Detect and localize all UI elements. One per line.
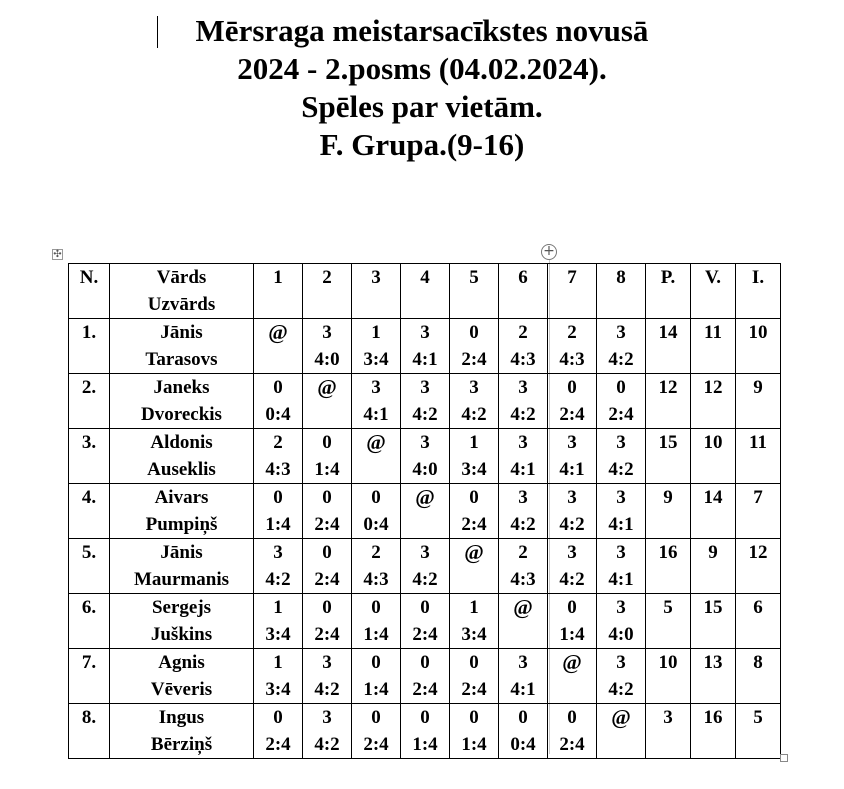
column-insert-plus-icon[interactable]: +: [541, 244, 557, 260]
result-cell[interactable]: 0 1:4: [352, 649, 401, 704]
result-cell[interactable]: 3 4:2: [597, 319, 646, 374]
row-number[interactable]: 3.: [69, 429, 110, 484]
header-i[interactable]: I.: [736, 264, 781, 319]
i-cell[interactable]: 11: [736, 429, 781, 484]
result-cell[interactable]: 3 4:1: [499, 649, 548, 704]
table-row: [69, 374, 781, 429]
table-row: [69, 484, 781, 539]
result-cell[interactable]: @: [597, 704, 646, 759]
result-cell[interactable]: 0 0:4: [254, 374, 303, 429]
i-cell[interactable]: 5: [736, 704, 781, 759]
v-cell[interactable]: 10: [691, 429, 736, 484]
result-cell[interactable]: 3 4:1: [401, 319, 450, 374]
title-line-4: F. Grupa.(9-16): [319, 127, 525, 162]
v-cell[interactable]: 9: [691, 539, 736, 594]
header-v[interactable]: V.: [691, 264, 736, 319]
result-cell[interactable]: 3 4:2: [597, 429, 646, 484]
result-cell[interactable]: @: [499, 594, 548, 649]
result-cell[interactable]: 0 1:4: [401, 704, 450, 759]
table-resize-handle[interactable]: [780, 754, 788, 762]
result-cell[interactable]: @: [450, 539, 499, 594]
result-cell[interactable]: 2 4:3: [499, 539, 548, 594]
text-cursor: [157, 16, 158, 48]
result-cell[interactable]: @: [352, 429, 401, 484]
table-row: [69, 704, 781, 759]
result-cell[interactable]: 0 2:4: [303, 539, 352, 594]
header-col-3[interactable]: 3: [352, 264, 401, 319]
result-cell[interactable]: 3 4:2: [254, 539, 303, 594]
result-cell[interactable]: 0 2:4: [254, 704, 303, 759]
row-number[interactable]: 4.: [69, 484, 110, 539]
result-cell[interactable]: 3 4:0: [303, 319, 352, 374]
table-row: [69, 539, 781, 594]
points-cell[interactable]: 10: [646, 649, 691, 704]
header-col-4[interactable]: 4: [401, 264, 450, 319]
v-cell[interactable]: 14: [691, 484, 736, 539]
result-cell[interactable]: 0 2:4: [548, 374, 597, 429]
result-cell[interactable]: 3 4:2: [401, 539, 450, 594]
i-cell[interactable]: 6: [736, 594, 781, 649]
header-col-6[interactable]: 6: [499, 264, 548, 319]
result-cell[interactable]: 3 4:1: [597, 539, 646, 594]
result-cell[interactable]: 3 4:2: [548, 539, 597, 594]
points-cell[interactable]: 14: [646, 319, 691, 374]
player-name[interactable]: Janeks Dvoreckis: [110, 374, 254, 429]
table-move-icon[interactable]: ✣: [53, 249, 62, 260]
header-col-7[interactable]: 7: [548, 264, 597, 319]
i-cell[interactable]: 12: [736, 539, 781, 594]
result-cell[interactable]: 0 1:4: [548, 594, 597, 649]
result-cell[interactable]: 2 4:3: [548, 319, 597, 374]
result-cell[interactable]: 1 3:4: [254, 649, 303, 704]
row-number[interactable]: 5.: [69, 539, 110, 594]
v-cell[interactable]: 13: [691, 649, 736, 704]
result-cell[interactable]: @: [303, 374, 352, 429]
row-number[interactable]: 1.: [69, 319, 110, 374]
result-cell[interactable]: 0 2:4: [450, 484, 499, 539]
player-name[interactable]: Jānis Tarasovs: [110, 319, 254, 374]
result-cell[interactable]: 0 1:4: [254, 484, 303, 539]
result-cell[interactable]: 2 4:3: [499, 319, 548, 374]
i-cell[interactable]: 7: [736, 484, 781, 539]
table-row: [69, 594, 781, 649]
title-line-2: 2024 - 2.posms (04.02.2024).: [237, 51, 607, 86]
result-cell[interactable]: 0 0:4: [352, 484, 401, 539]
table-row: [69, 649, 781, 704]
result-cell[interactable]: 2 4:3: [254, 429, 303, 484]
result-cell[interactable]: 0 2:4: [352, 704, 401, 759]
player-name[interactable]: Ingus Bērziņš: [110, 704, 254, 759]
result-cell[interactable]: 0 2:4: [401, 649, 450, 704]
result-cell[interactable]: 3 4:1: [499, 429, 548, 484]
result-cell[interactable]: 0 2:4: [303, 484, 352, 539]
result-cell[interactable]: 1 3:4: [450, 429, 499, 484]
points-cell[interactable]: 3: [646, 704, 691, 759]
result-cell[interactable]: 0 2:4: [401, 594, 450, 649]
result-cell[interactable]: 3 4:2: [450, 374, 499, 429]
points-cell[interactable]: 9: [646, 484, 691, 539]
result-cell[interactable]: 3 4:2: [597, 649, 646, 704]
result-cell[interactable]: 0 1:4: [303, 429, 352, 484]
result-cell[interactable]: 0 2:4: [450, 649, 499, 704]
header-col-2[interactable]: 2: [303, 264, 352, 319]
result-cell[interactable]: 3 4:1: [597, 484, 646, 539]
table-row: [69, 319, 781, 374]
result-cell[interactable]: @: [548, 649, 597, 704]
points-cell[interactable]: 5: [646, 594, 691, 649]
result-cell[interactable]: 0 2:4: [548, 704, 597, 759]
result-cell[interactable]: 1 3:4: [254, 594, 303, 649]
result-cell[interactable]: 3 4:1: [352, 374, 401, 429]
result-cell[interactable]: 0 1:4: [450, 704, 499, 759]
header-col-1[interactable]: 1: [254, 264, 303, 319]
result-cell[interactable]: 0 2:4: [597, 374, 646, 429]
result-cell[interactable]: 1 3:4: [352, 319, 401, 374]
result-cell[interactable]: 3 4:1: [548, 429, 597, 484]
v-cell[interactable]: 15: [691, 594, 736, 649]
title-line-3: Spēles par vietām.: [301, 89, 543, 124]
header-col-8[interactable]: 8: [597, 264, 646, 319]
header-no[interactable]: N.: [69, 264, 110, 319]
result-cell[interactable]: 3 4:2: [499, 374, 548, 429]
result-cell[interactable]: 0 2:4: [450, 319, 499, 374]
header-row: [69, 264, 781, 319]
row-number[interactable]: 2.: [69, 374, 110, 429]
header-points[interactable]: P.: [646, 264, 691, 319]
result-cell[interactable]: @: [401, 484, 450, 539]
row-number[interactable]: 8.: [69, 704, 110, 759]
points-cell[interactable]: 15: [646, 429, 691, 484]
result-cell[interactable]: 3 4:2: [548, 484, 597, 539]
player-name[interactable]: Jānis Maurmanis: [110, 539, 254, 594]
header-name[interactable]: Vārds Uzvārds: [110, 264, 254, 319]
i-cell[interactable]: 8: [736, 649, 781, 704]
v-cell[interactable]: 12: [691, 374, 736, 429]
result-cell[interactable]: 0 2:4: [303, 594, 352, 649]
points-cell[interactable]: 12: [646, 374, 691, 429]
title-line-1: Mērsraga meistarsacīkstes novusā: [195, 13, 649, 48]
v-cell[interactable]: 11: [691, 319, 736, 374]
player-name[interactable]: Aivars Pumpiņš: [110, 484, 254, 539]
row-number[interactable]: 6.: [69, 594, 110, 649]
result-cell[interactable]: 3 4:2: [303, 649, 352, 704]
header-col-5[interactable]: 5: [450, 264, 499, 319]
result-cell[interactable]: 3 4:2: [303, 704, 352, 759]
player-name[interactable]: Aldonis Auseklis: [110, 429, 254, 484]
result-cell[interactable]: @: [254, 319, 303, 374]
result-cell[interactable]: 3 4:2: [499, 484, 548, 539]
result-cell[interactable]: 0 0:4: [499, 704, 548, 759]
v-cell[interactable]: 16: [691, 704, 736, 759]
result-cell[interactable]: 0 1:4: [352, 594, 401, 649]
points-cell[interactable]: 16: [646, 539, 691, 594]
row-number[interactable]: 7.: [69, 649, 110, 704]
table-row: [69, 429, 781, 484]
result-cell[interactable]: 3 4:2: [401, 374, 450, 429]
results-table[interactable]: [68, 263, 781, 759]
player-name[interactable]: Sergejs Juškins: [110, 594, 254, 649]
result-cell[interactable]: 2 4:3: [352, 539, 401, 594]
i-cell[interactable]: 10: [736, 319, 781, 374]
result-cell[interactable]: 3 4:0: [401, 429, 450, 484]
result-cell[interactable]: 3 4:0: [597, 594, 646, 649]
i-cell[interactable]: 9: [736, 374, 781, 429]
result-cell[interactable]: 1 3:4: [450, 594, 499, 649]
document-title: [0, 12, 844, 164]
player-name[interactable]: Agnis Vēveris: [110, 649, 254, 704]
